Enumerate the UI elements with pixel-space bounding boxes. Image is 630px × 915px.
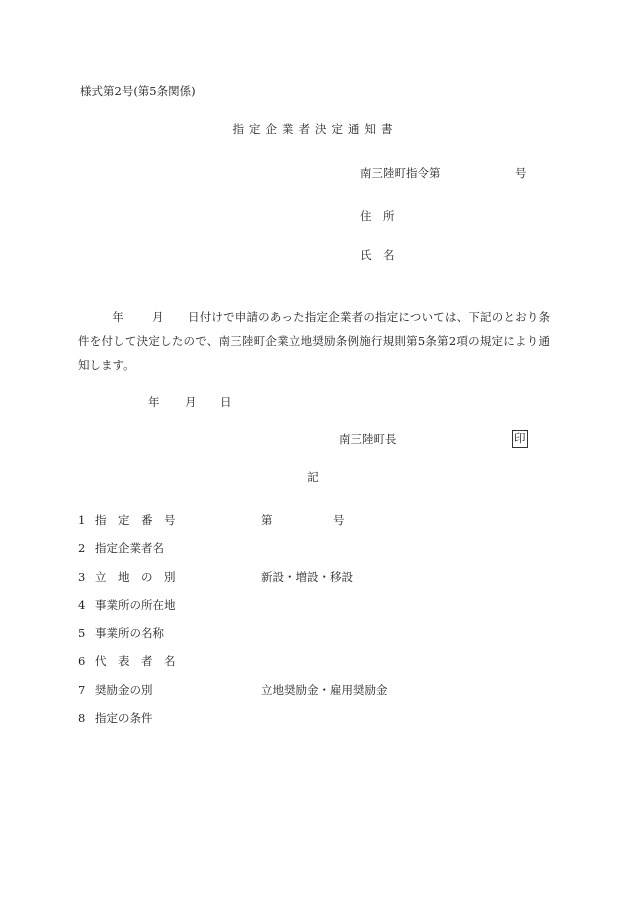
item-number: 6 <box>78 654 86 668</box>
item-number: 5 <box>78 626 86 640</box>
item-number: 4 <box>78 598 86 612</box>
item-value-suffix: 号 <box>333 513 345 527</box>
item-label: 事業所の名称 <box>95 626 164 640</box>
item-label: 指定の条件 <box>95 711 153 725</box>
item-label: 指 定 番 号 <box>95 513 176 527</box>
form-number: 様式第2号(第5条関係) <box>80 84 196 98</box>
issuer-title: 南三陸町長 <box>339 432 397 446</box>
notice-number-suffix: 号 <box>515 166 527 180</box>
address-label: 住 所 <box>360 209 395 223</box>
item-label: 指定企業者名 <box>95 541 164 555</box>
item-value: 立地奨励金・雇用奨励金 <box>261 683 388 697</box>
item-value: 新設・増設・移設 <box>261 570 353 584</box>
notice-number: 南三陸町指令第 <box>360 166 441 180</box>
name-label: 氏 名 <box>360 248 395 262</box>
body-date-year: 年 <box>112 310 124 324</box>
ki-heading: 記 <box>307 470 319 484</box>
item-value: 第 <box>261 513 273 527</box>
item-number: 8 <box>78 711 86 725</box>
item-number: 1 <box>78 513 86 527</box>
body-paragraph <box>78 305 550 377</box>
item-label: 代 表 者 名 <box>95 654 176 668</box>
item-number: 7 <box>78 683 86 697</box>
body-text: 日付けで申請のあった指定企業者の指定については、下記のとおり条件を付して決定したので、南三陸町企業立地奨励条例施行規則第5条第2項の規定により通知します。 <box>78 310 551 372</box>
document-title: 指定企業者決定通知書 <box>232 122 398 136</box>
issue-date-month: 月 <box>185 395 197 409</box>
seal-mark: 印 <box>512 430 528 448</box>
item-number: 3 <box>78 570 86 584</box>
body-date-month: 月 <box>151 310 164 324</box>
issue-date-year: 年 <box>148 395 160 409</box>
item-label: 立 地 の 別 <box>95 570 176 584</box>
item-number: 2 <box>78 541 86 555</box>
item-label: 事業所の所在地 <box>95 598 176 612</box>
issue-date-day: 日 <box>220 395 232 409</box>
item-label: 奨励金の別 <box>95 683 153 697</box>
